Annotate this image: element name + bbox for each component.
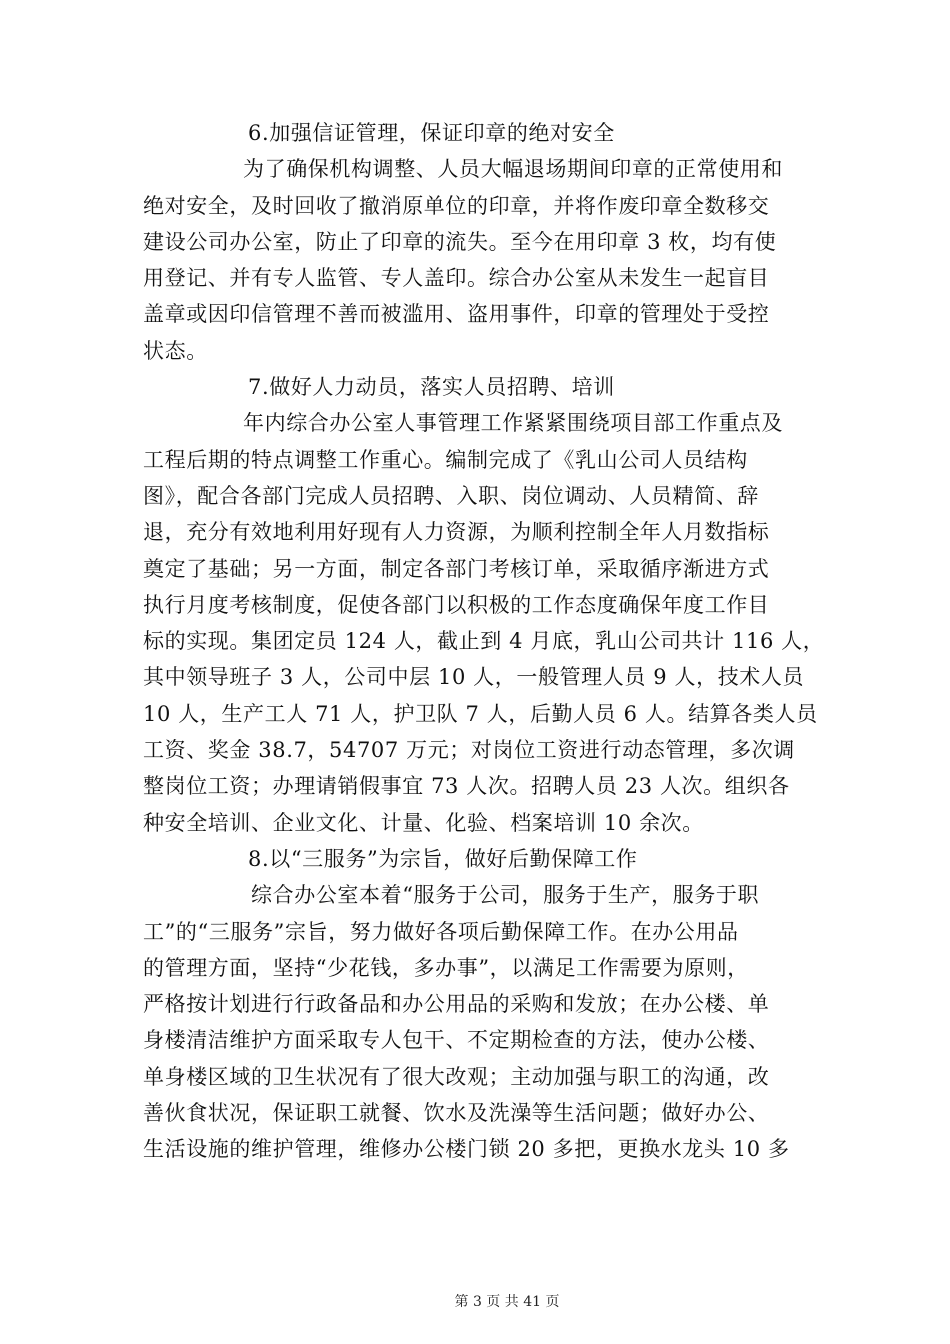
paragraph-line: 建设公司办公室，防止了印章的流失。至今在用印章 3 枚，均有使 <box>143 229 777 254</box>
page-number-footer: 第 3 页 共 41 页 <box>454 1294 560 1310</box>
paragraph-line: 身楼清洁维护方面采取专人包干、不定期检查的方法，使办公楼、 <box>143 1028 770 1053</box>
paragraph-line: 标的实现。集团定员 124 人，截止到 4 月底，乳山公司共计 116 人， <box>143 629 825 654</box>
paragraph-line: 善伙食状况，保证职工就餐、饮水及洗澡等生活问题；做好办公、 <box>143 1101 770 1126</box>
section-heading-7: 7.做好人力动员，落实人员招聘、培训 <box>248 375 615 400</box>
paragraph-line: 绝对安全，及时回收了撤消原单位的印章，并将作废印章全数移交 <box>143 193 770 218</box>
paragraph-line: 单身楼区域的卫生状况有了很大改观；主动加强与职工的沟通，改 <box>143 1064 770 1089</box>
paragraph-line: 退，充分有效地利用好现有人力资源，为顺利控制全年人月数指标 <box>143 520 770 545</box>
paragraph-line: 状态。 <box>143 338 208 363</box>
paragraph-line: 种安全培训、企业文化、计量、化验、档案培训 10 余次。 <box>143 810 704 835</box>
paragraph-line: 工”的“三服务”宗旨，努力做好各项后勤保障工作。在办公用品 <box>143 919 739 944</box>
paragraph-line: 盖章或因印信管理不善而被滥用、盗用事件，印章的管理处于受控 <box>143 302 770 327</box>
paragraph-line: 执行月度考核制度，促使各部门以积极的工作态度确保年度工作目 <box>143 592 770 617</box>
paragraph-line: 生活设施的维护管理，维修办公楼门锁 20 多把，更换水龙头 10 多 <box>143 1137 790 1162</box>
paragraph-line: 严格按计划进行行政备品和办公用品的采购和发放；在办公楼、单 <box>143 992 770 1017</box>
paragraph-line: 的管理方面，坚持“少花钱，多办事”，以满足工作需要为原则， <box>143 955 749 980</box>
document-body <box>143 115 825 1168</box>
paragraph-line: 综合办公室本着“服务于公司，服务于生产，服务于职 <box>251 883 760 908</box>
paragraph-line: 整岗位工资；办理请销假事宜 73 人次。招聘人员 23 人次。组织各 <box>143 774 790 799</box>
paragraph-line: 工资、奖金 38.7，54707 万元；对岗位工资进行动态管理，多次调 <box>143 738 795 763</box>
section-heading-6: 6.加强信证管理，保证印章的绝对安全 <box>248 121 615 145</box>
section-heading-8: 8.以“三服务”为宗旨，做好后勤保障工作 <box>248 846 638 871</box>
paragraph-line: 其中领导班子 3 人，公司中层 10 人，一般管理人员 9 人，技术人员 <box>143 665 805 690</box>
paragraph-line: 工程后期的特点调整工作重心。编制完成了《乳山公司人员结构 <box>143 447 748 472</box>
paragraph-line: 图》，配合各部门完成人员招聘、入职、岗位调动、人员精简、辞 <box>143 483 759 508</box>
paragraph-line: 年内综合办公室人事管理工作紧紧围绕项目部工作重点及 <box>243 411 783 436</box>
paragraph-line: 奠定了基础；另一方面，制定各部门考核订单，采取循序渐进方式 <box>143 556 770 581</box>
paragraph-line: 10 人，生产工人 71 人，护卫队 7 人，后勤人员 6 人。结算各类人员 <box>143 701 818 726</box>
paragraph-line: 用登记、并有专人监管、专人盖印。综合办公室从未发生一起盲目 <box>143 266 770 291</box>
paragraph-line: 为了确保机构调整、人员大幅退场期间印章的正常使用和 <box>243 157 783 182</box>
